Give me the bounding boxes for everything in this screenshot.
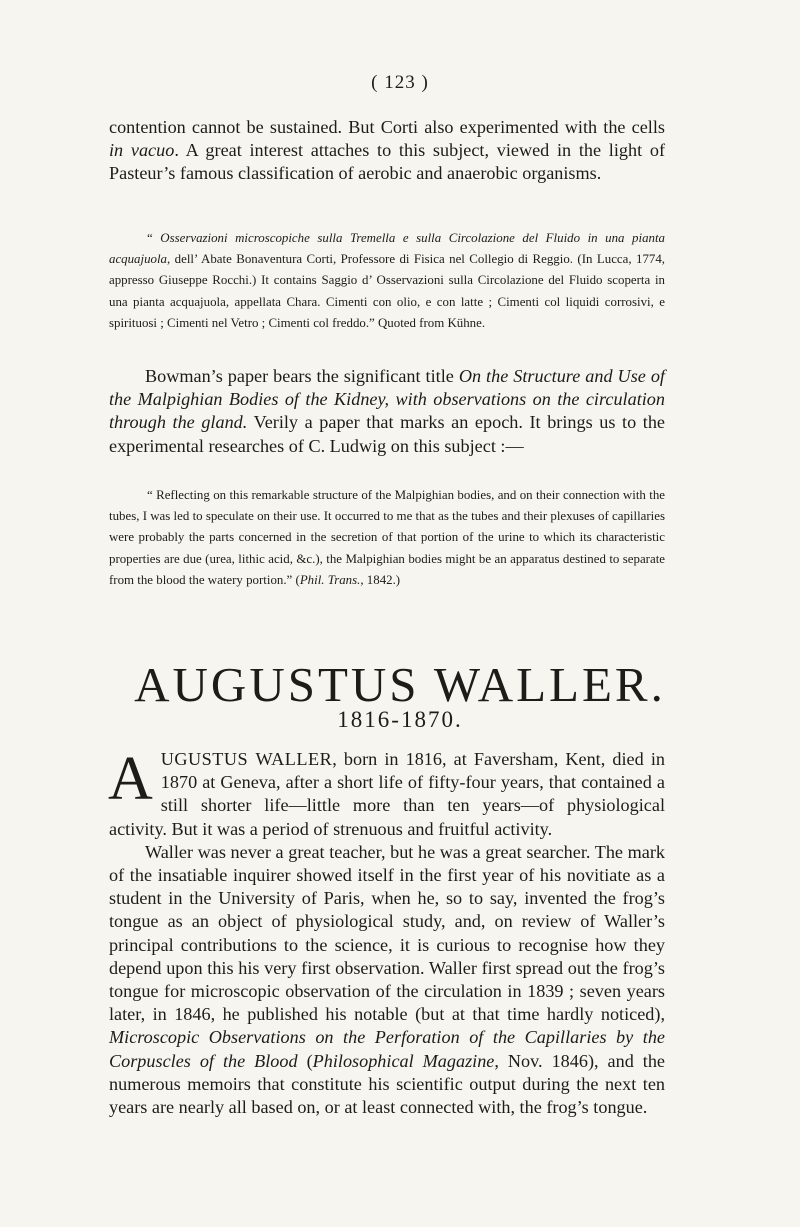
bowman-text (109, 365, 665, 458)
text-run: ( (297, 1050, 313, 1071)
section-dates: 1816-1870. (337, 707, 463, 732)
text-run: Bowman’s paper bears the significant title (145, 366, 459, 386)
drop-cap: A (108, 745, 153, 813)
biography (108, 745, 665, 1119)
text-run: . A great interest attaches to this subject, viewed in the light of Pasteur’s famous classification of aerobic and anaerobic organisms. (109, 140, 666, 184)
subject-name: UGUSTUS WALLER (160, 749, 333, 769)
text-run: “ (147, 231, 161, 245)
text-run: , dell’ Abate Bonaventura Corti, Professore di Fisica nel Collegio di Reggio. (In Lucca, 1774, appresso Giuseppe Rocchi.) It contains Saggio d’ Osservazioni sulla Circolazione del Fluido scoperta in una pianta acquajuola, appellata Chara. Cimenti con olio, e con latte ; Cimenti col liquidi corrosivi, e spirituosi ; Cimenti nel Vetro ; Cimenti col freddo.” Quoted from Kühne. (109, 252, 665, 330)
italic-text: On the Structure and Use of the Malpighian Bodies of the Kidney, with observations on the circulation through the gland. (109, 366, 665, 433)
text-run: “ Reflecting on this remarkable structure of the Malpighian bodies, and on their connection with the tubes, I was led to speculate on their use. It occurred to me that as the tubes and their plexuses of capillaries were probably the parts concerned in the secretion of that portion of the urine to which its characteristic properties are due (urea, lithic acid, &c.), the Malpighian bodies might be an apparatus destined to separate from the blood the watery portion.” ( (109, 488, 665, 587)
text-run: , 1842.) (360, 572, 401, 587)
corti-quote (109, 228, 665, 334)
intro-text (109, 116, 665, 186)
bowman-paragraph (109, 365, 665, 458)
italic-text: Phil. Trans. (299, 572, 361, 587)
text-run: , Nov. 1846), and the numerous memoirs that constitute his scientific output during the next ten years are nearly all based on, or at least connected with, the frog’s tongue. (109, 1050, 665, 1118)
bio-paragraph-1-text: , born in 1816, at Faversham, Kent, died in 1870 at Geneva, after a short life of fifty-four years, that contained a still shorter life—little more than ten years—of physiological activity. But it was a period of strenuous and fruitful activity. (109, 749, 665, 839)
bio-paragraph-2 (109, 841, 665, 1119)
page-number: ( 123 ) (371, 72, 429, 93)
text-run: Waller was never a great teacher, but he was a great searcher. The mark of the insatiable inquirer showed itself in the first year of his novitiate as a student in the University of Paris, when he, so to say, invented the frog’s tongue as an object of physiological study, and, on review of Waller’s principal contributions to the science, it is curious to recognise how they depend upon this his very first observation. Waller first spread out the frog’s tongue for microscopic observation of the circulation in 1839 ; seven years later, in 1846, he published his notable (but at that time hardly noticed), (109, 841, 665, 1025)
corti-quote-text (109, 228, 665, 334)
bowman-quote-text (109, 485, 665, 591)
text-run: Verily a paper that marks an epoch. It brings us to the experimental researches of C. Ludwig on this subject :— (109, 412, 665, 456)
italic-text: in vacuo (109, 140, 175, 161)
italic-text: Philosophical Magazine (312, 1050, 495, 1071)
text-run: contention cannot be sustained. But Corti also experimented with the cells (109, 117, 665, 137)
bowman-quote (109, 485, 665, 591)
italic-text: Osservazioni microscopiche sulla Tremella e sulla Circolazione del Fluido in una pianta acquajuola (109, 231, 665, 267)
section-title: AUGUSTUS WALLER. (134, 657, 666, 712)
italic-text: Microscopic Observations on the Perforation of the Capillaries by the Corpuscles of the Blood (109, 1027, 665, 1071)
bio-paragraph-1 (108, 745, 665, 841)
intro-paragraph (109, 116, 665, 186)
